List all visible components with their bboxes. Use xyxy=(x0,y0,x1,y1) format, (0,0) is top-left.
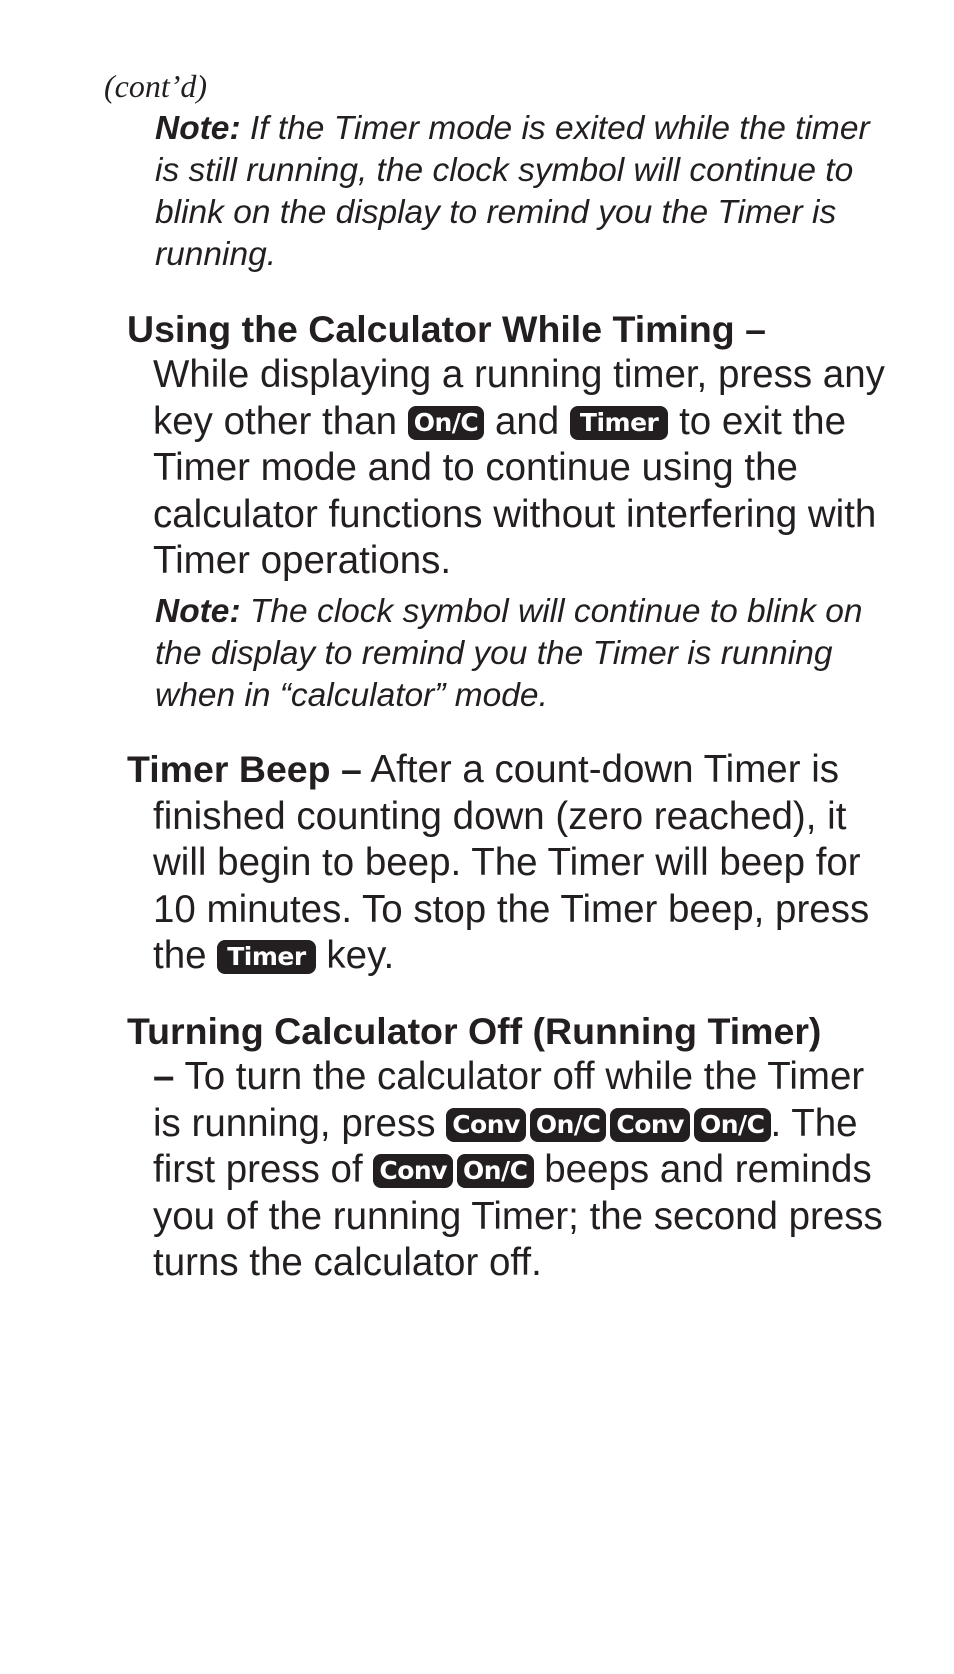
body-text: After a count-down Timer is finished counting down (zero reached), it will begin to beep. The Timer will beep for 10 minutes. To stop the Timer beep, press the xyxy=(153,748,870,977)
continued-label: (cont’d) xyxy=(104,68,208,104)
note-clock-symbol xyxy=(155,591,885,717)
note-timer-exit xyxy=(155,108,885,276)
timer-key-icon: Timer xyxy=(570,406,668,440)
note-text: If the Timer mode is exited while the timer is still running, the clock symbol will continue to blink on the display to remind you the Timer is running. xyxy=(155,110,870,273)
section-calculator-while-timing xyxy=(127,306,887,585)
body-text: To turn the calculator off while the Timer is running, press xyxy=(153,1055,865,1145)
conv-key-icon: Conv xyxy=(373,1154,453,1188)
on-c-key-icon: On/C xyxy=(530,1108,607,1142)
section-body xyxy=(127,746,887,980)
on-c-key-icon: On/C xyxy=(694,1108,771,1142)
note-text: The clock symbol will continue to blink on the display to remind you the Timer is running when in “calculator” mode. xyxy=(155,593,863,714)
timer-key-icon: Timer xyxy=(217,940,315,974)
body-text: to exit the Timer mode and to continue using the calculator functions without interfering with Timer operations. xyxy=(153,399,877,582)
body-text: and xyxy=(494,399,560,443)
body-text: While displaying a running timer, press any key other than xyxy=(153,353,885,443)
section-turning-calculator-off xyxy=(127,1008,887,1287)
heading-dash: – xyxy=(153,1055,175,1098)
section-timer-beep xyxy=(127,746,887,980)
section-heading: Using the Calculator While Timing – xyxy=(127,308,766,350)
section-body xyxy=(127,1054,887,1287)
on-c-key-icon: On/C xyxy=(457,1154,534,1188)
conv-key-icon: Conv xyxy=(610,1108,690,1142)
note-label: Note: xyxy=(155,593,241,630)
section-heading: Turning Calculator Off (Running Timer) xyxy=(127,1010,822,1052)
section-heading: Timer Beep – xyxy=(127,748,362,790)
body-text: key. xyxy=(326,934,395,977)
on-c-key-icon: On/C xyxy=(408,406,485,440)
body-text: beeps and reminds you of the running Timer; the second press turns the calculator off. xyxy=(153,1148,883,1284)
section-body xyxy=(127,352,887,585)
note-label: Note: xyxy=(155,110,241,147)
conv-key-icon: Conv xyxy=(446,1108,526,1142)
body-text: . The first press of xyxy=(153,1101,858,1191)
